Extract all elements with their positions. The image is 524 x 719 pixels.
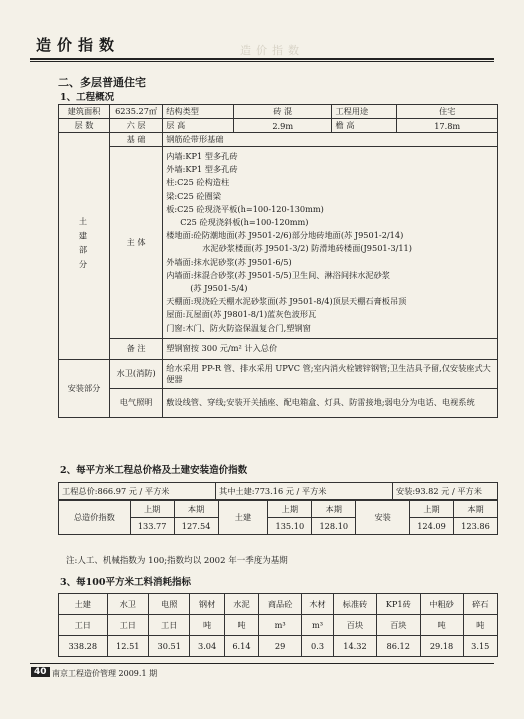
cell: 本期 [454,501,498,518]
civil-label: 土建部分 [59,133,110,360]
cell: 吨 [420,615,463,636]
table-row [59,483,498,500]
cell: 29.18 [420,636,463,657]
cell: 14.32 [333,636,376,657]
cell: 敷设线管、穿线;安装开关插座、配电箱盒、灯具、防雷接地;弱电分为电话、电视系统 [163,388,498,417]
cell: 钢筋砼带形基础 [163,133,498,147]
cell: 124.09 [410,518,454,535]
cell: 给水采用 PP-R 管、排水采用 UPVC 管;室内消火栓镀锌钢管;卫生洁具予留,仅安装座式大便器 [163,359,498,388]
subsection-overview: 1、工程概况 [60,92,115,103]
cell: 上期 [410,501,454,518]
price-summary [58,482,498,500]
bleed-through-text: 造价指数 [240,44,304,57]
cell: 备 注 [110,338,163,359]
cell: 电气照明 [110,388,163,417]
install-label: 安装部分 [59,359,110,417]
cell: 安装:93.82 元 / 平方米 [393,483,498,500]
cell: 土建 [218,501,268,535]
table-row [59,501,498,518]
table-row [59,133,498,147]
cell: 商品砼 [259,594,302,615]
table-row [59,105,498,119]
table-row [59,119,498,133]
materials-table [58,593,498,657]
cell: 128.10 [312,518,356,535]
price-note: 注:人工、机械指数为 100;指数均以 2002 年一季度为基期 [66,556,288,566]
cell: 123.86 [454,518,498,535]
cell: 上期 [268,501,312,518]
cell: 17.8m [397,119,498,133]
footer-text: 南京工程造价管理 2009.1 期 [52,669,158,678]
header-title: 造价指数 [36,36,121,54]
cell: 工日 [59,615,108,636]
cell: m³ [302,615,334,636]
cell: 安装 [356,501,410,535]
cell: 本期 [312,501,356,518]
cell: 工程用途 [332,105,397,119]
cell: 水卫(消防) [110,359,163,388]
cell: 结构类型 [163,105,234,119]
cell: 86.12 [376,636,420,657]
table-row [59,359,498,388]
cell: m³ [259,615,302,636]
subsection-price: 2、每平方米工程总价格及土建安装造价指数 [60,465,248,476]
cell: 水卫 [107,594,148,615]
overview-table [58,104,498,418]
cell: 6.14 [224,636,258,657]
cell: 吨 [463,615,497,636]
cell: 檐 高 [332,119,397,133]
main-structure-label: 主 体 [110,147,163,339]
cell: 住宅 [397,105,498,119]
cell: KP1砖 [376,594,420,615]
cell: 127.54 [174,518,218,535]
cell: 层 数 [59,119,110,133]
cell: 338.28 [59,636,108,657]
cell: 30.51 [149,636,190,657]
table-row [59,388,498,417]
cell: 工日 [149,615,190,636]
cell: 基 础 [110,133,163,147]
subsection-materials: 3、每100平方米工料消耗指标 [60,577,191,588]
footer-rule [30,663,494,664]
price-index-table [58,500,498,535]
cell: 3.15 [463,636,497,657]
cell: 工程总价:866.97 元 / 平方米 [59,483,216,500]
cell: 标准砖 [333,594,376,615]
table-row [59,594,498,615]
cell: 电照 [149,594,190,615]
table-row [59,615,498,636]
header-rule-thin [30,61,494,62]
cell: 砖 混 [234,105,332,119]
cell: 工日 [107,615,148,636]
cell: 层 高 [163,119,234,133]
cell: 3.04 [190,636,224,657]
cell: 木材 [302,594,334,615]
cell: 133.77 [130,518,174,535]
cell: 12.51 [107,636,148,657]
cell: 水泥 [224,594,258,615]
cell: 6235.27㎡ [110,105,163,119]
cell: 其中土建:773.16 元 / 平方米 [216,483,393,500]
cell: 2.9m [234,119,332,133]
cell: 上期 [130,501,174,518]
table-row [59,147,498,339]
cell: 百块 [333,615,376,636]
cell: 六 层 [110,119,163,133]
cell: 吨 [190,615,224,636]
cell: 塑钢窗按 300 元/m² 计入总价 [163,338,498,359]
cell: 0.3 [302,636,334,657]
cell: 135.10 [268,518,312,535]
table-row [59,636,498,657]
cell: 吨 [224,615,258,636]
cell: 钢材 [190,594,224,615]
page-number: 40 [31,667,50,677]
section-title: 二、多层普通住宅 [58,76,146,89]
cell: 总造价指数 [59,501,131,535]
cell: 土建 [59,594,108,615]
table-row [59,338,498,359]
cell: 本期 [174,501,218,518]
header-rule [30,58,494,60]
cell: 百块 [376,615,420,636]
cell: 中粗砂 [420,594,463,615]
main-structure-details: 内墙:KP1 型多孔砖 外墙:KP1 型多孔砖 柱:C25 砼构造柱 梁:C25 砼圈梁 板:C25 砼现浇平板(h=100-120-130mm) C25 砼现浇斜板(h=100-120mm) 楼地面:砼防潮地面(苏 J9501-2/6)部分地砖地面(苏 J9501-2/14) 水泥砂浆楼面(苏 J9501-3/2) 防滑地砖楼面(J9501-3/11) 外墙面:抹水泥砂浆(苏 J9501-6/5) 内墙面:抹混合砂浆(苏 J9501-5/5)卫生间、淋浴间抹水泥砂浆 (苏 J9501-5/4) 天棚面:现浇砼天棚水泥砂浆面(苏 J9501-8/4)顶层天棚石膏板吊顶 屋面:瓦屋面(苏 J9801-8/1)蓝灰色波形瓦 门窗:木门、防火防盗保温复合门,塑钢窗 [163,147,498,339]
cell: 碎石 [463,594,497,615]
cell: 建筑面积 [59,105,110,119]
cell: 29 [259,636,302,657]
